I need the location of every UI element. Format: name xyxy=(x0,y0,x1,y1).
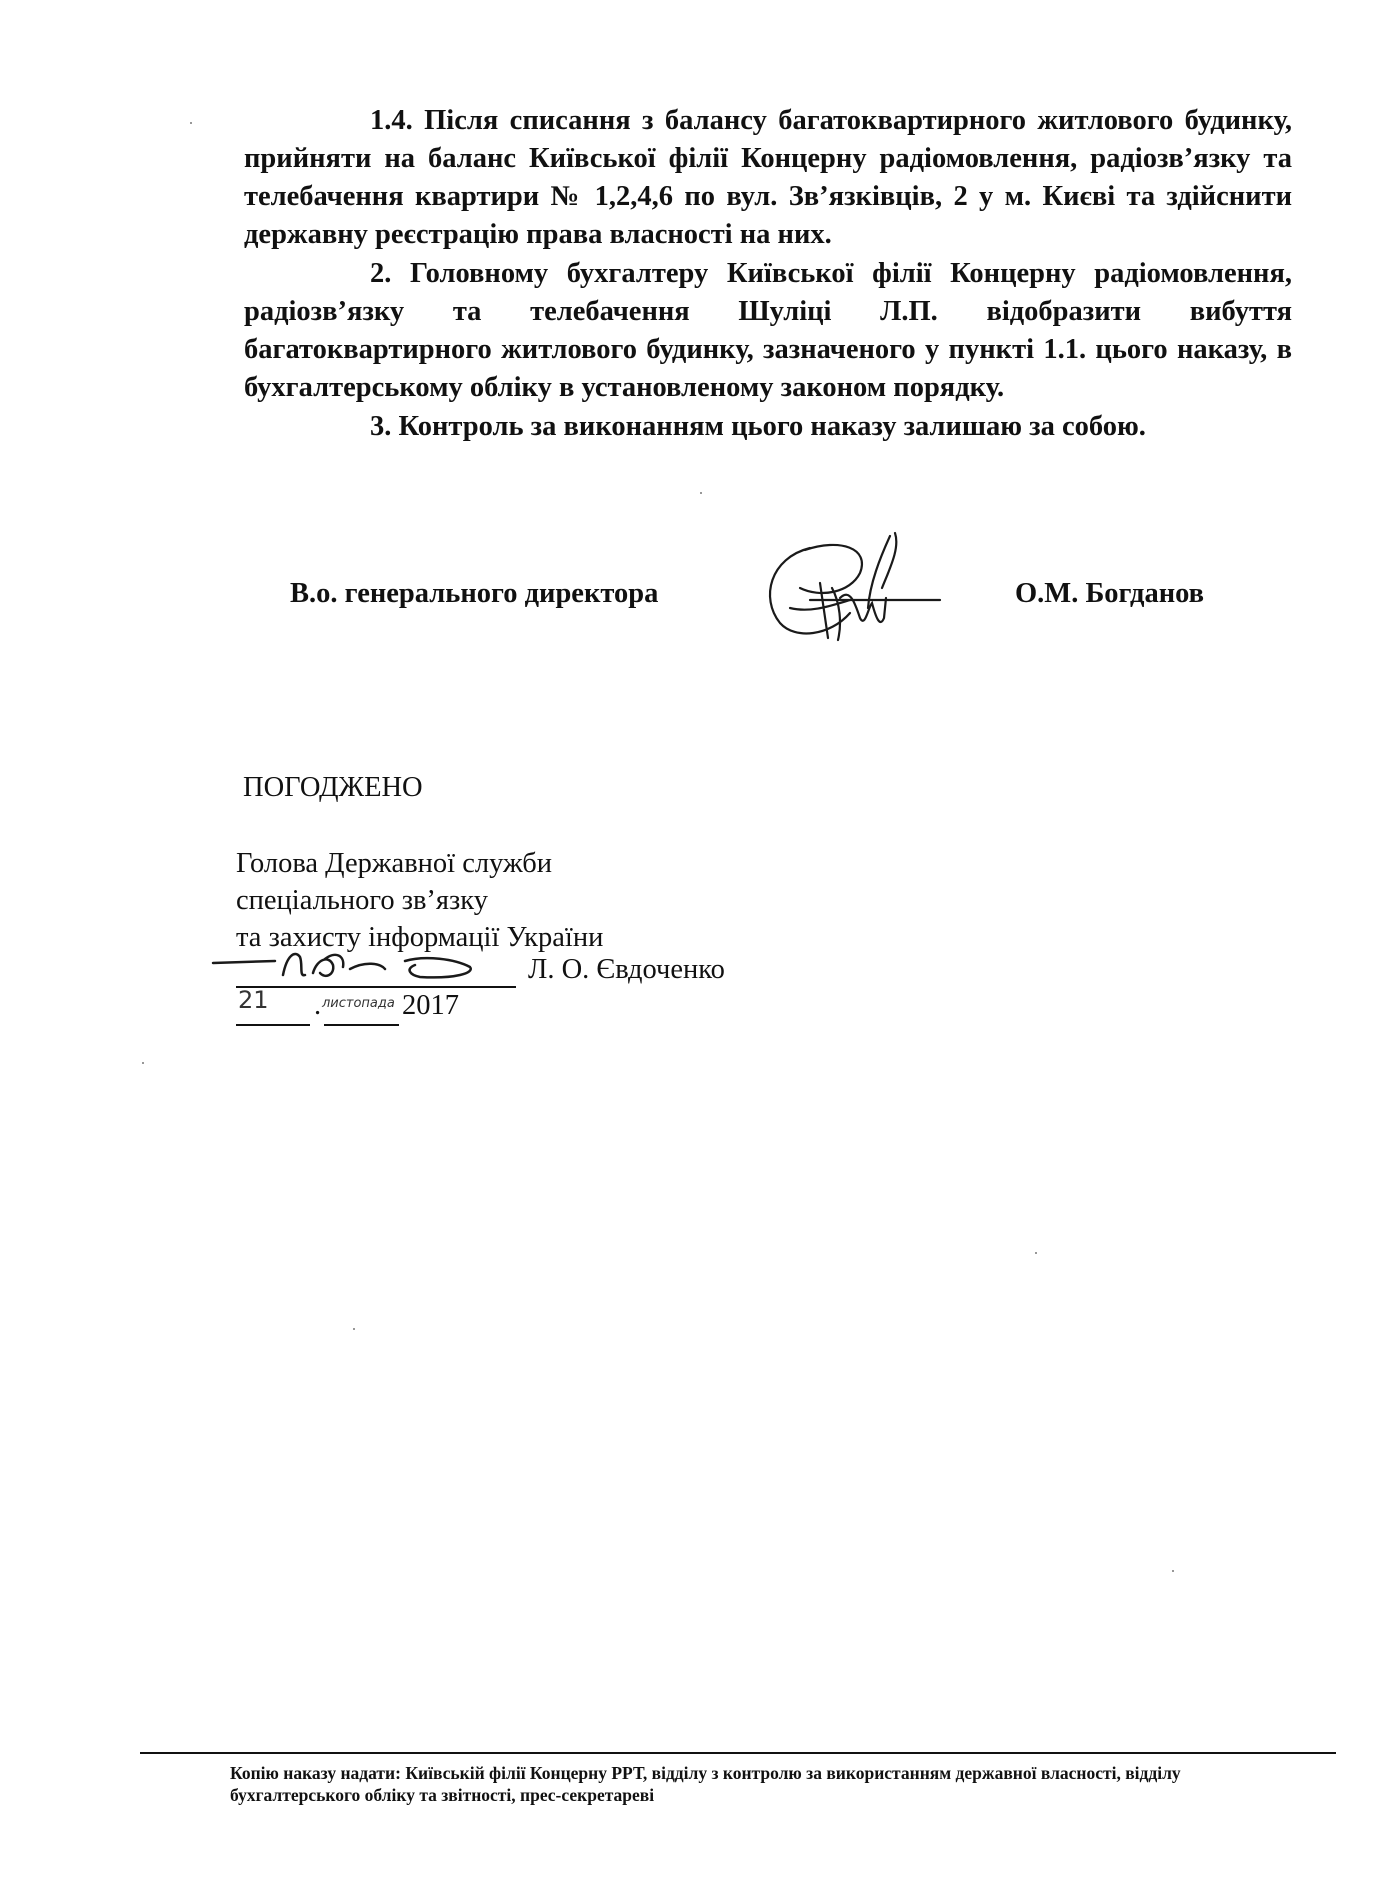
paragraph-1-4 xyxy=(244,102,1292,254)
signature-block xyxy=(0,578,1400,638)
approver-line: спеціального зв’язку xyxy=(236,885,488,916)
date-year: 2017 xyxy=(402,990,459,1021)
director-signature xyxy=(750,528,950,648)
paragraph-number: 2. xyxy=(370,258,392,289)
date-separator: . xyxy=(314,990,322,1021)
approver-position xyxy=(236,845,603,956)
scan-speck xyxy=(190,122,192,124)
scan-speck xyxy=(142,1062,144,1064)
paragraph-text: Головному бухгалтеру Київської філії Концерну радіомовлення, радіозв’язку та телебачення Шуліці Л.П. відобразити вибуття багатоквартирного житлового будинку, зазначеного у пункті 1.1. цього наказу, в бухгалтерському обліку в установленому законом порядку. xyxy=(244,258,1293,403)
order-body xyxy=(244,102,1292,447)
date-day-underline xyxy=(236,1024,310,1026)
approver-line: Голова Державної служби xyxy=(236,848,553,879)
approver-line: та захисту інформації України xyxy=(236,922,604,953)
signatory-name: О.М. Богданов xyxy=(1015,578,1205,609)
paragraph-text: Контроль за виконанням цього наказу залишаю за собою. xyxy=(398,411,1146,442)
scan-speck xyxy=(353,1328,355,1330)
approved-heading: ПОГОДЖЕНО xyxy=(243,772,423,803)
date-day: 21 xyxy=(238,986,269,1014)
paragraph-2 xyxy=(244,255,1292,407)
date-month: листопада xyxy=(322,996,395,1011)
scan-speck xyxy=(1035,1252,1037,1254)
paragraph-number: 3. xyxy=(370,411,392,442)
approver-name: Л. О. Євдоченко xyxy=(528,954,725,985)
distribution-note: Копію наказу надати: Київській філії Концерну РРТ, відділу з контролю за використанням державної власності, відділу бухгалтерського обліку та звітності, прес-секретареві xyxy=(230,1763,1181,1805)
date-month-underline xyxy=(324,1024,399,1026)
paragraph-3 xyxy=(244,408,1292,446)
scan-speck xyxy=(700,492,702,494)
scan-speck xyxy=(1172,1570,1174,1572)
paragraph-number: 1.4. xyxy=(370,105,413,136)
signatory-title: В.о. генерального директора xyxy=(290,578,659,609)
signature-line xyxy=(236,986,516,988)
footer-divider xyxy=(140,1752,1336,1754)
paragraph-text: Після списання з балансу багатоквартирного житлового будинку, прийняти на баланс Київської філії Концерну радіомовлення, радіозв’язку та телебачення квартири № 1,2,4,6 по вул. Зв’язківців, 2 у м. Києві та здійснити державну реєстрацію права власності на них. xyxy=(244,105,1293,250)
approver-signature xyxy=(205,945,485,985)
